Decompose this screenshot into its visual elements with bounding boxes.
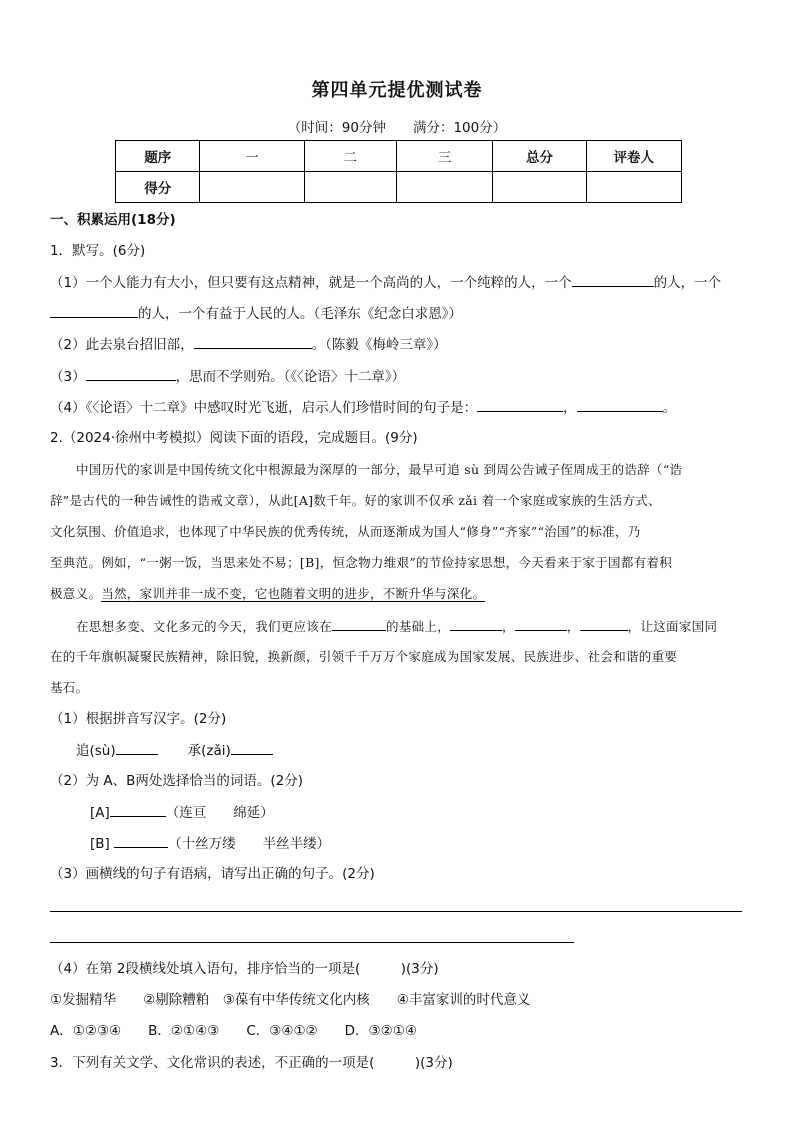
option-a-row	[90, 802, 274, 823]
answer-blank[interactable]	[515, 616, 567, 631]
text: （4）《〈论语〉十二章》中感叹时光飞逝，启示人们珍惜时间的句子是：	[50, 400, 478, 416]
header-cell: 一	[200, 141, 304, 172]
answer-blank[interactable]	[577, 397, 663, 412]
header-cell: 总分	[493, 141, 586, 172]
option-b-row	[90, 833, 330, 854]
answer-blank[interactable]	[450, 616, 502, 631]
passage-line: 至典范。例如，“一粥一饭，当思来处不易；[B]，恒念物力维艰”的节俭持家思想，今天看来于家于国都有着积	[50, 555, 673, 570]
row-label: 得分	[116, 172, 200, 203]
text: ，	[566, 619, 580, 634]
answer-blank[interactable]	[231, 740, 273, 755]
answer-blank[interactable]	[194, 334, 312, 349]
score-table-header-row	[116, 141, 682, 172]
score-table-score-row	[116, 172, 682, 203]
answer-blank[interactable]	[332, 616, 386, 631]
question-2-stem: 2.（2024·徐州中考模拟）阅读下面的语段，完成题目。(9分)	[50, 430, 418, 446]
text: ，思而不学则殆。（《〈论语〉十二章》）	[175, 369, 406, 385]
text: （2）此去泉台招旧部，	[50, 337, 194, 353]
answer-blank[interactable]	[580, 616, 628, 631]
answer-line[interactable]	[50, 942, 574, 943]
question-1-stem: 1．默写。(6分)	[50, 243, 146, 259]
passage-line	[76, 616, 717, 637]
page-title: 第四单元提优测试卷	[311, 80, 483, 101]
pinyin-item: 追(sù)	[76, 743, 116, 759]
answer-line[interactable]	[50, 911, 742, 912]
answer-blank[interactable]	[116, 740, 158, 755]
section-heading: 一、积累运用(18分)	[50, 212, 176, 228]
question-1-sub3	[50, 366, 405, 387]
passage-line: 文化氛围、价值追求，也体现了中华民族的优秀传统，从而逐渐成为国人“修身”“齐家”“治国”的标准，乃	[50, 524, 641, 539]
passage-line	[50, 584, 485, 604]
question-1-sub2	[50, 334, 447, 355]
question-3-stem: 3．下列有关文学、文化常识的表述，不正确的一项是( )(3分)	[50, 1055, 453, 1071]
score-cell[interactable]	[493, 172, 586, 203]
passage-line: 中国历代的家训是中国传统文化中根源最为深厚的一部分，最早可追 sù 到周公告诫子侄周成王的诰辞（“诰	[76, 462, 683, 477]
score-cell[interactable]	[397, 172, 493, 203]
text: （3）	[50, 369, 86, 385]
text: 。	[662, 400, 677, 416]
text: 的人，一个	[653, 275, 722, 291]
score-cell[interactable]	[586, 172, 681, 203]
answer-blank[interactable]	[86, 366, 176, 381]
score-cell[interactable]	[200, 172, 304, 203]
underlined-sentence: 当然，家训并非一成不变，它也随着文明的进步，不断升华与深化。	[101, 586, 486, 601]
question-1-sub4	[50, 397, 676, 418]
question-1-sub1-line2	[50, 303, 462, 324]
header-cell: 二	[304, 141, 396, 172]
answer-blank[interactable]	[477, 397, 563, 412]
text: 的人，一个有益于人民的人。（毛泽东《纪念白求恩》）	[138, 306, 462, 322]
answer-blank[interactable]	[572, 272, 654, 287]
text: （1）一个人能力有大小，但只要有这点精神，就是一个高尚的人，一个纯粹的人，一个	[50, 275, 572, 291]
answer-blank[interactable]	[50, 303, 138, 318]
question-1-sub1-line1	[50, 272, 721, 293]
text: 。（陈毅《梅岭三章》）	[311, 337, 447, 353]
passage-line: 辞”是古代的一种告诫性的诰戒文章），从此[A]数千年。好的家训不仅承 zǎi 着一个家庭或家族的生活方式、	[50, 493, 661, 508]
text: 极意义。	[50, 586, 102, 601]
text: ，让这面家国同	[627, 619, 718, 634]
question-2-sub3: （3）画横线的句子有语病，请写出正确的句子。(2分)	[50, 866, 375, 882]
option-label: [A]	[90, 805, 110, 821]
header-cell: 三	[397, 141, 493, 172]
pinyin-row	[76, 740, 273, 761]
header-cell: 评卷人	[586, 141, 681, 172]
passage-line: 在的千年旗帜凝聚民族精神，除旧貌，换新颜，引领千千万万个家庭成为国家发展、民族进步、社会和谐的重要	[50, 649, 678, 664]
passage-line: 基石。	[50, 680, 89, 695]
question-2-sub4: （4）在第 2段横线处填入语句，排序恰当的一项是( )(3分)	[50, 961, 439, 977]
question-2-sub1: （1）根据拼音写汉字。(2分)	[50, 711, 227, 727]
text: 的基础上，	[386, 619, 451, 634]
header-cell: 题序	[116, 141, 200, 172]
option-choices: （十丝万缕 半丝半缕）	[168, 836, 331, 852]
question-2-sub4-choices: A．①②③④ B．②①④③ C．③④①② D．③②①④	[50, 1023, 417, 1039]
answer-blank[interactable]	[110, 802, 166, 817]
pinyin-item: 承(zǎi)	[187, 743, 231, 759]
exam-time-score: （时间：90分钟 满分：100分）	[287, 120, 507, 136]
text: ，	[502, 619, 515, 634]
question-2-sub2: （2）为 A、B两处选择恰当的词语。(2分)	[50, 773, 303, 789]
answer-blank[interactable]	[114, 833, 168, 848]
text: ，	[563, 400, 577, 416]
option-label: [B]	[90, 836, 110, 852]
option-choices: （连亘 绵延）	[165, 805, 274, 821]
text: 在思想多变、文化多元的今天，我们更应该在	[76, 619, 333, 634]
question-2-sub4-items: ①发掘精华 ②剔除糟粕 ③葆有中华传统文化内核 ④丰富家训的时代意义	[50, 992, 531, 1008]
score-cell[interactable]	[304, 172, 396, 203]
score-table	[115, 140, 682, 203]
